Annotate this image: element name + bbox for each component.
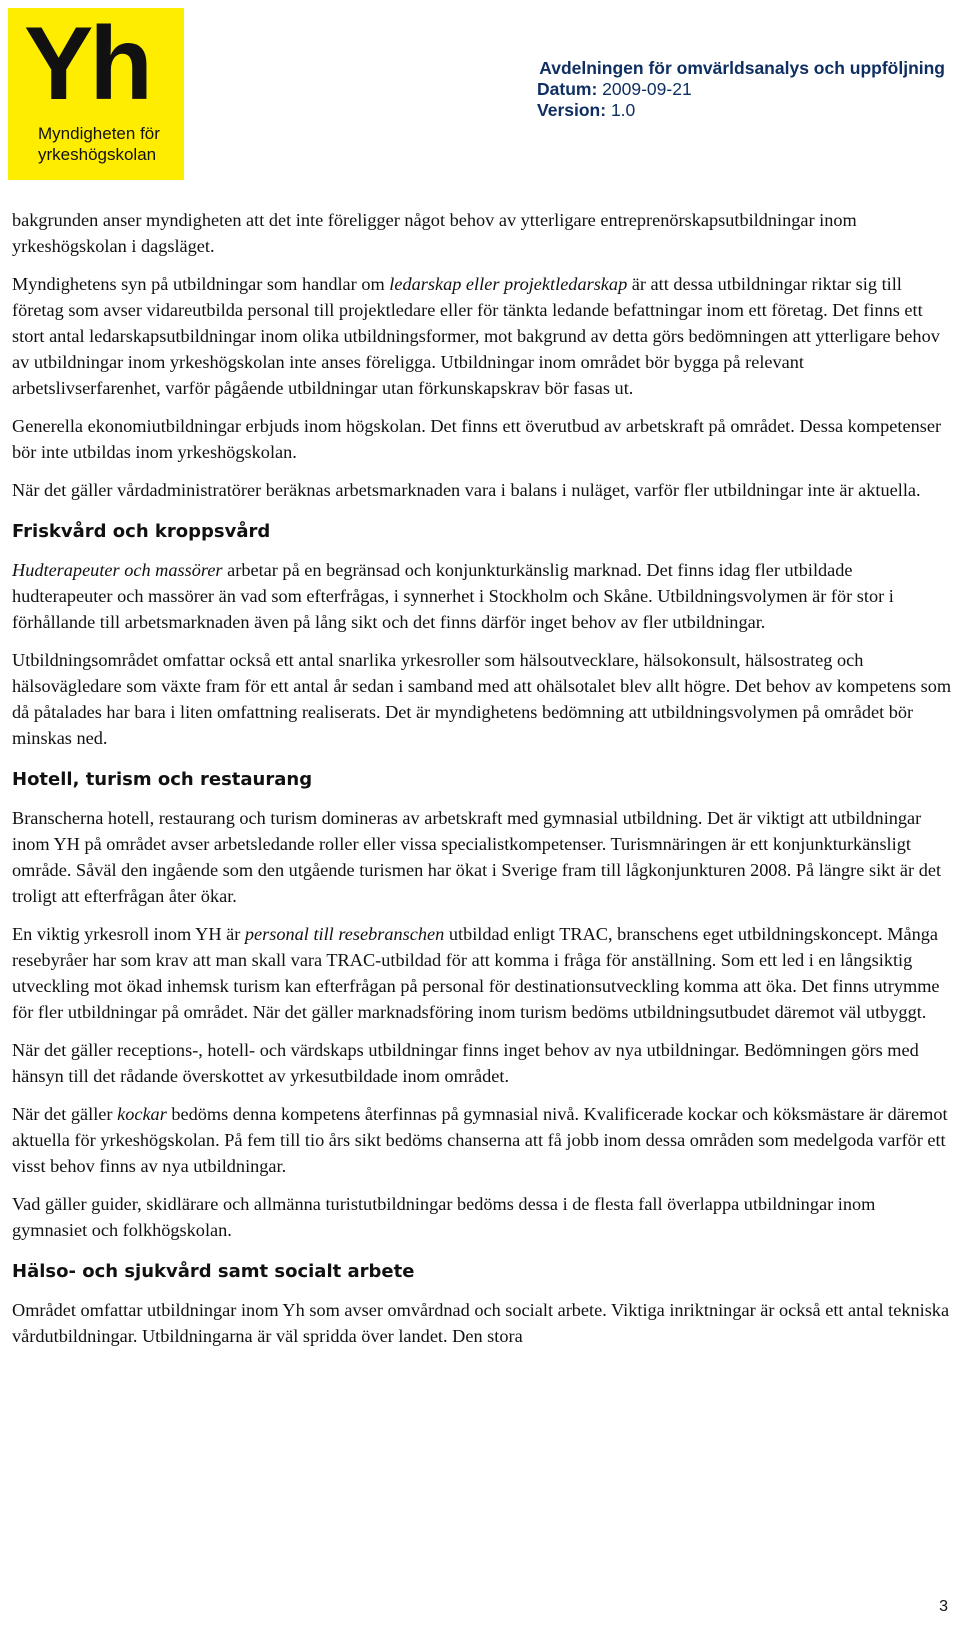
document-header (485, 58, 945, 121)
text-run: är att dessa utbildningar riktar sig till företag som avser vidareutbilda personal till projektledare eller för tänkta ledande befattningar inom ett företag. Det finns ett stort antal ledarskapsutbildningar inom olika utbildningsformer, mot bakgrund av detta görs bedömningen att ytterligare behov av utbildningar inom yrkeshögskolan inte anses föreligga. Utbildningar inom området bör bygga på relevant arbetslivserfarenhet, varför pågående utbildningar utan förkunskapskrav bör fasas ut. (12, 274, 940, 398)
logo-text-line-2: yrkeshögskolan (38, 145, 157, 164)
paragraph (12, 921, 952, 1025)
italic-term: Hudterapeuter och massörer (12, 560, 223, 580)
italic-term: personal till resebranschen (244, 924, 445, 944)
version-label: Version: (537, 100, 607, 120)
section-heading: Hälso- och sjukvård samt socialt arbete (12, 1261, 415, 1282)
paragraph: Generella ekonomiutbildningar erbjuds inom högskolan. Det finns ett överutbud av arbetskraft på området. Dessa kompetenser bör inte utbildas inom yrkeshögskolan. (12, 416, 942, 462)
paragraph: När det gäller vårdadministratörer beräknas arbetsmarknaden vara i balans i nuläget, varför fler utbildningar inte är aktuella. (12, 480, 921, 500)
date-label: Datum: (537, 79, 598, 99)
agency-logo (8, 8, 184, 180)
section-heading: Friskvård och kroppsvård (12, 521, 271, 542)
text-run: utbildad enligt TRAC, branschens eget utbildningskoncept. Många resebyråer har som krav att man skall vara TRAC-utbildad för att komma i fråga för anställning. Som ett led i en långsiktig utveckling mot ökad inhemsk turism kan efterfrågan på personal för destinationsutveckling komma att öka. Det finns utrymme för fler utbildningar på området. När det gäller marknadsföring inom turism bedöms utbildningsutbudet däremot väl utbyggt. (12, 924, 940, 1022)
paragraph (12, 557, 952, 635)
date-line (485, 79, 945, 100)
paragraph: När det gäller receptions-, hotell- och värdskaps utbildningar finns inget behov av nya utbildningar. Bedömningen görs med hänsyn till det rådande överskottet av yrkesutbildade inom området. (12, 1040, 919, 1086)
paragraph: Branscherna hotell, restaurang och turism domineras av arbetskraft med gymnasial utbildning. Det är viktigt att utbildningar inom YH på området avser arbetsledande roller eller vissa specialistkompetenser. Turismnäringen är ett konjunkturkänsligt område. Såväl den ingående som den utgående turismen har ökat i Sverige fram till lågkonjunkturen 2008. På längre sikt är det troligt att efterfrågan åter ökar. (12, 808, 942, 906)
text-run: När det gäller (12, 1104, 118, 1124)
paragraph (12, 1101, 952, 1179)
logo-text-line-1: Myndigheten för (38, 124, 160, 143)
date-value: 2009-09-21 (602, 79, 692, 99)
paragraph: Utbildningsområdet omfattar också ett antal snarlika yrkesroller som hälsoutvecklare, hälsokonsult, hälsostrateg och hälsovägledare som växte fram för ett antal år sedan i samband med att ohälsotalet blev allt högre. Det behov av kompetens som då påtalades har bara i liten omfattning realiserats. Det är myndighetens bedömning att utbildningsvolymen på området bör minskas ned. (12, 650, 952, 748)
section-heading: Hotell, turism och restaurang (12, 769, 313, 790)
paragraph: Området omfattar utbildningar inom Yh som avser omvårdnad och socialt arbete. Viktiga inriktningar är också ett antal tekniska vårdutbildningar. Utbildningarna är väl spridda över landet. Den stora (12, 1300, 950, 1346)
logo-mark: Yh (24, 6, 149, 122)
text-run: Myndighetens syn på utbildningar som handlar om (12, 274, 390, 294)
text-run: bedöms denna kompetens återfinnas på gymnasial nivå. Kvalificerade kockar och köksmästare är däremot aktuella för yrkeshögskolan. På fem till tio års sikt bedöms chanserna att få jobb inom dessa områden som medelgoda varför ett visst behov finns av nya utbildningar. (12, 1104, 948, 1176)
paragraph: bakgrunden anser myndigheten att det inte föreligger något behov av ytterligare entreprenörskapsutbildningar inom yrkeshögskolan i dagsläget. (12, 210, 857, 256)
paragraph: Vad gäller guider, skidlärare och allmänna turistutbildningar bedöms dessa i de flesta fall överlappa utbildningar inom gymnasiet och folkhögskolan. (12, 1194, 876, 1240)
document-body (12, 207, 952, 1361)
version-line (485, 100, 945, 121)
version-value: 1.0 (610, 100, 636, 120)
page-number: 3 (939, 1598, 948, 1615)
text-run: arbetar på en begränsad och konjunkturkänslig marknad. Det finns idag fler utbildade hudterapeuter och massörer än vad som efterfrågas, i synnerhet i Stockholm och Skåne. Utbildningsvolymen är för stor i förhållande till arbetsmarknaden även på lång sikt och det finns därför inget behov av fler utbildningar. (12, 560, 894, 632)
italic-term: kockar (117, 1104, 167, 1124)
department-name: Avdelningen för omvärldsanalys och uppföljning (539, 58, 945, 78)
italic-term: ledarskap eller projektledarskap (389, 274, 628, 294)
text-run: En viktig yrkesroll inom YH är (12, 924, 245, 944)
paragraph (12, 271, 952, 401)
